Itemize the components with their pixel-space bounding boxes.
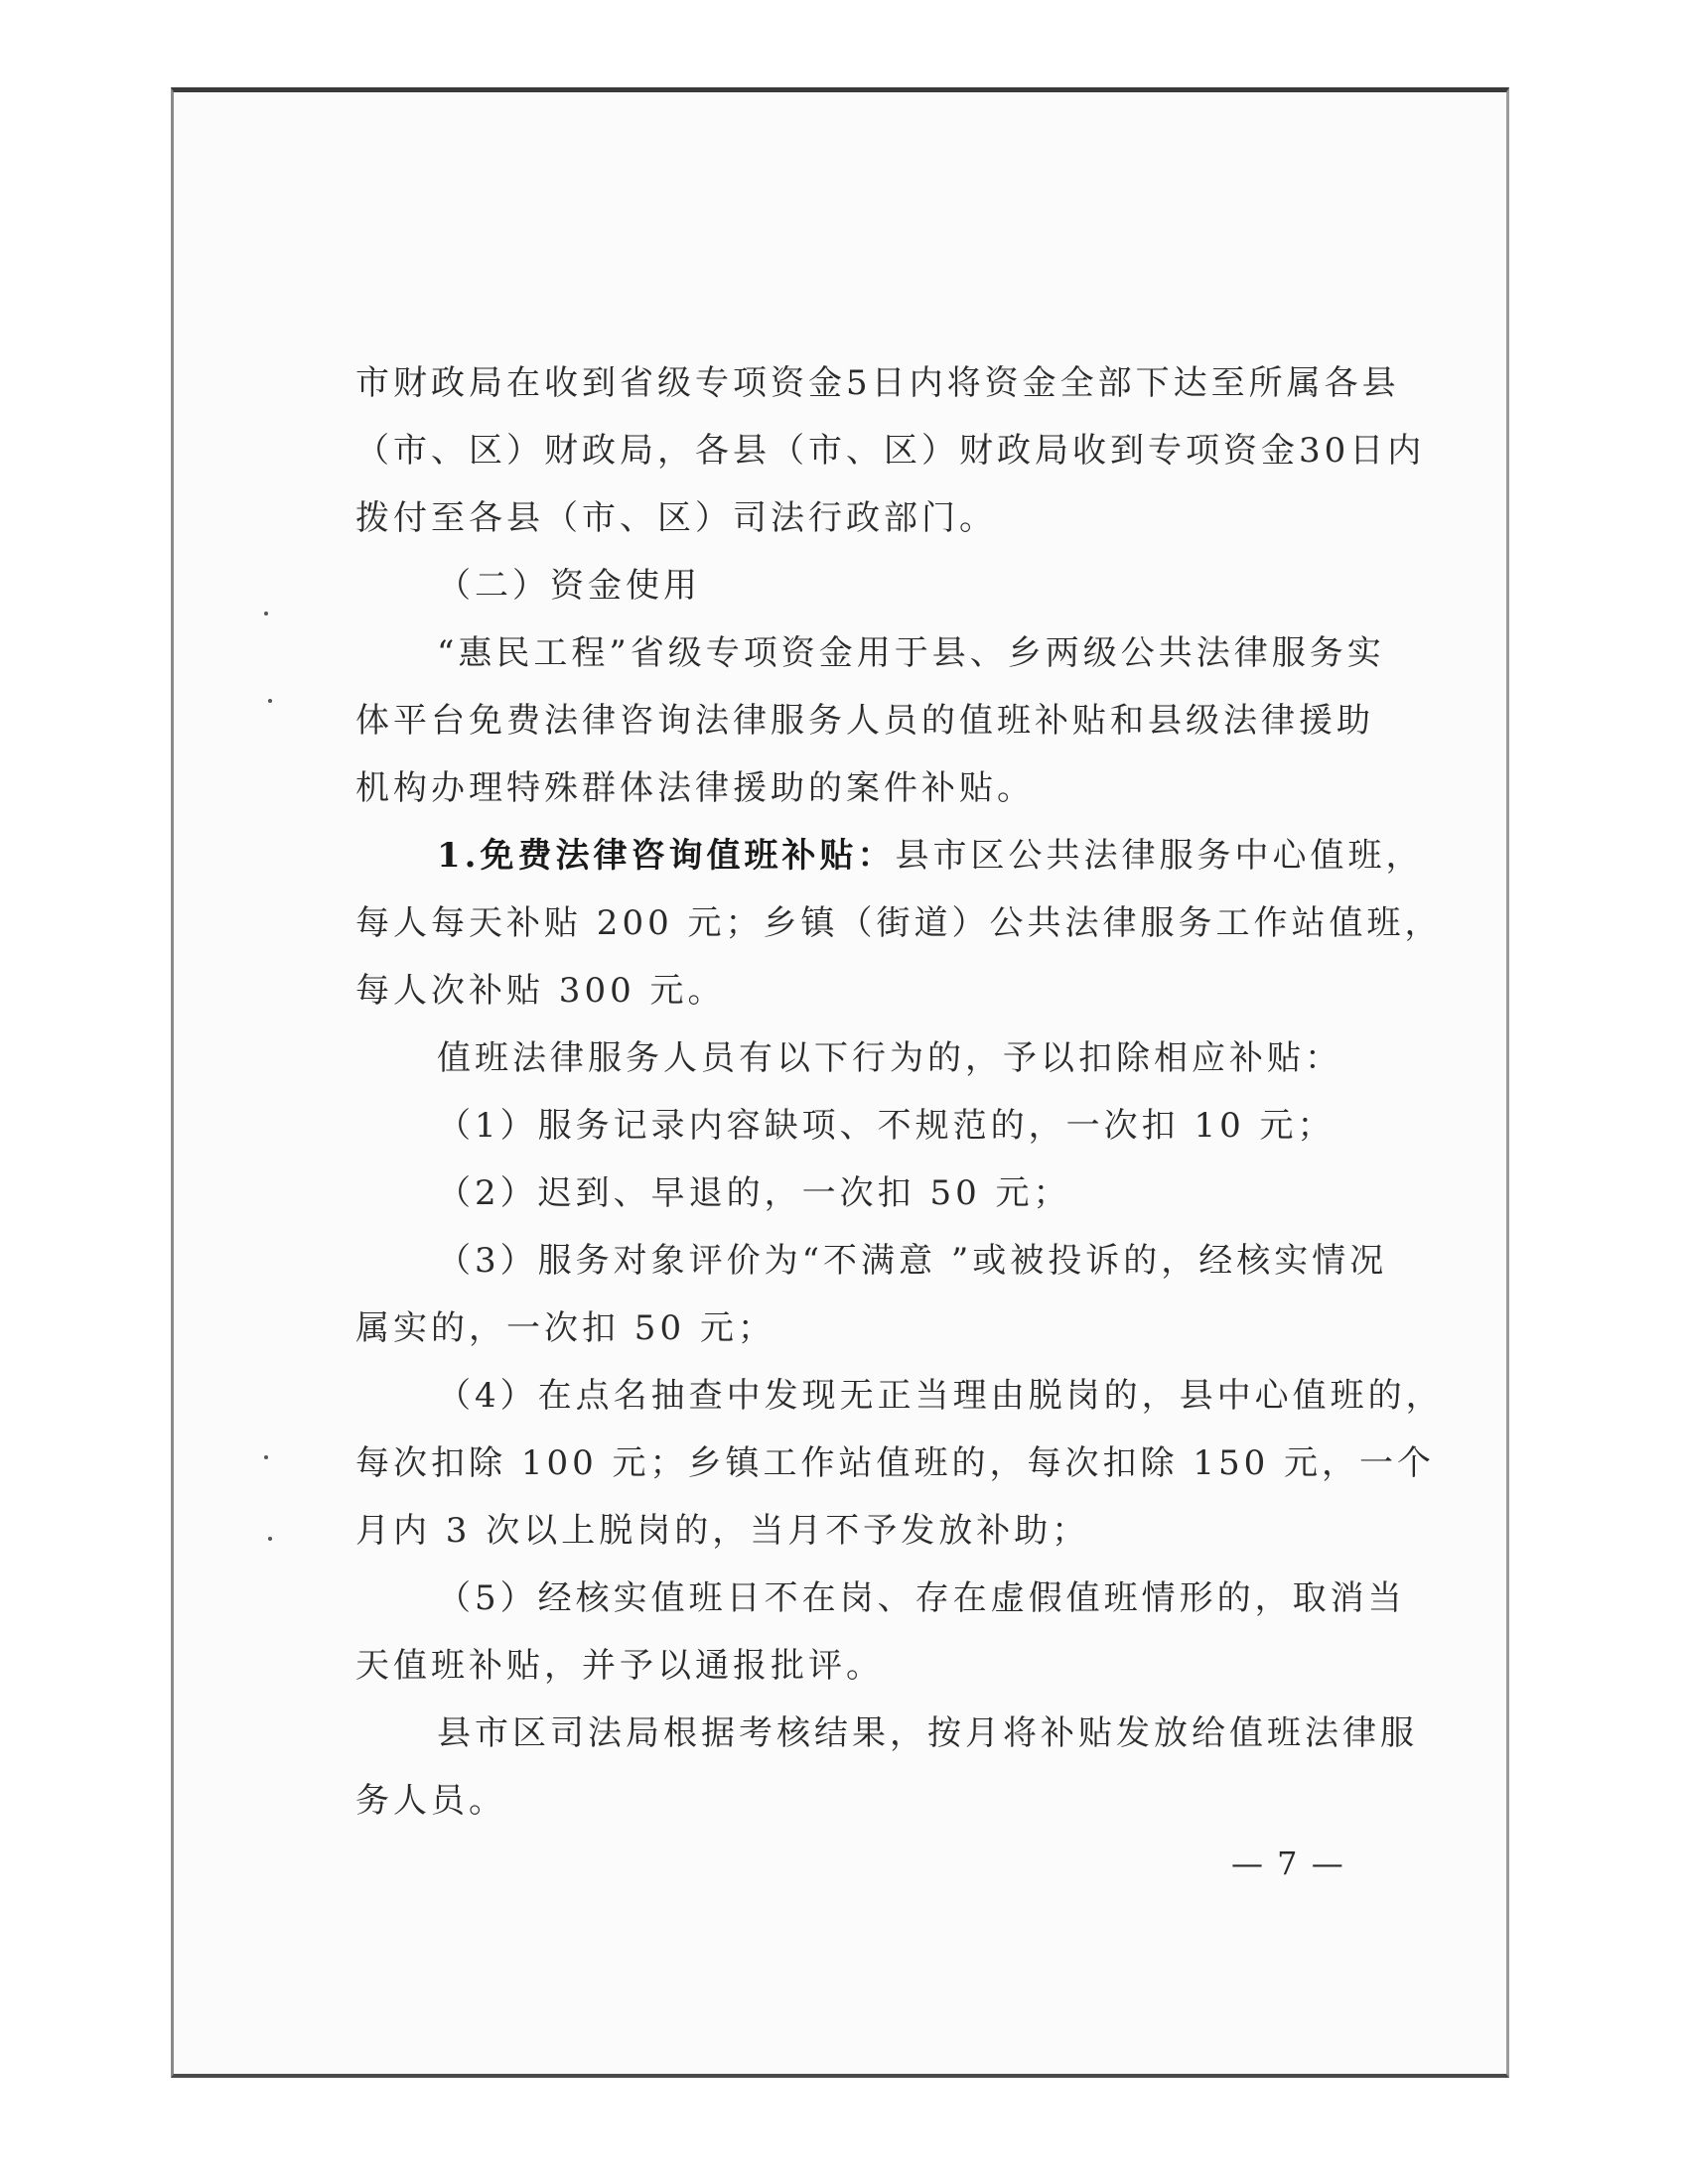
scan-speck (268, 1537, 272, 1541)
document-body (355, 349, 1444, 1835)
list-item-continued: 月内 3 次以上脱岗的，当月不予发放补助； (355, 1511, 1090, 1551)
list-item-continued: 天值班补贴，并予以通报批评。 (355, 1646, 884, 1686)
list-item: （3）服务对象评价为“不满意 ”或被投诉的，经核实情况 (437, 1241, 1388, 1281)
body-line: 机构办理特殊群体法律援助的案件补贴。 (355, 768, 1035, 808)
list-item: （2）迟到、早退的，一次扣 50 元； (437, 1173, 1071, 1213)
body-line: 每人每天补贴 200 元；乡镇（街道）公共法律服务工作站值班， (355, 903, 1443, 943)
section-heading: （二）资金使用 (437, 566, 701, 606)
page-number: — 7 — (1231, 1844, 1345, 1882)
body-line: 拨付至各县（市、区）司法行政部门。 (355, 498, 997, 538)
body-line: （市、区）财政局，各县（市、区）财政局收到专项资金30日内 (355, 431, 1426, 471)
subsidy-paragraph-line (355, 822, 1424, 889)
subsidy-text: 县市区公共法律服务中心值班， (895, 836, 1424, 876)
list-item: （4）在点名抽查中发现无正当理由脱岗的，县中心值班的， (437, 1376, 1444, 1416)
list-item: （5）经核实值班日不在岗、存在虚假值班情形的，取消当 (437, 1578, 1406, 1618)
list-item: （1）服务记录内容缺项、不规范的，一次扣 10 元； (437, 1106, 1336, 1146)
body-line: 体平台免费法律咨询法律服务人员的值班补贴和县级法律援助 (355, 701, 1374, 741)
list-item-continued: 每次扣除 100 元；乡镇工作站值班的，每次扣除 150 元，一个 (355, 1443, 1436, 1483)
scan-speck (268, 699, 272, 703)
body-line: 市财政局在收到省级专项资金5日内将资金全部下达至所属各县 (355, 363, 1400, 403)
body-line: “惠民工程”省级专项资金用于县、乡两级公共法律服务实 (437, 633, 1385, 673)
body-line: 务人员。 (355, 1781, 506, 1821)
scan-speck (264, 612, 268, 615)
list-item-continued: 属实的，一次扣 50 元； (355, 1308, 775, 1348)
subsidy-heading: 1.免费法律咨询值班补贴： (437, 836, 896, 876)
scan-speck (264, 1455, 268, 1459)
body-line: 县市区司法局根据考核结果，按月将补贴发放给值班法律服 (437, 1713, 1418, 1753)
body-line: 值班法律服务人员有以下行为的，予以扣除相应补贴： (437, 1038, 1342, 1078)
body-line: 每人次补贴 300 元。 (355, 971, 726, 1011)
